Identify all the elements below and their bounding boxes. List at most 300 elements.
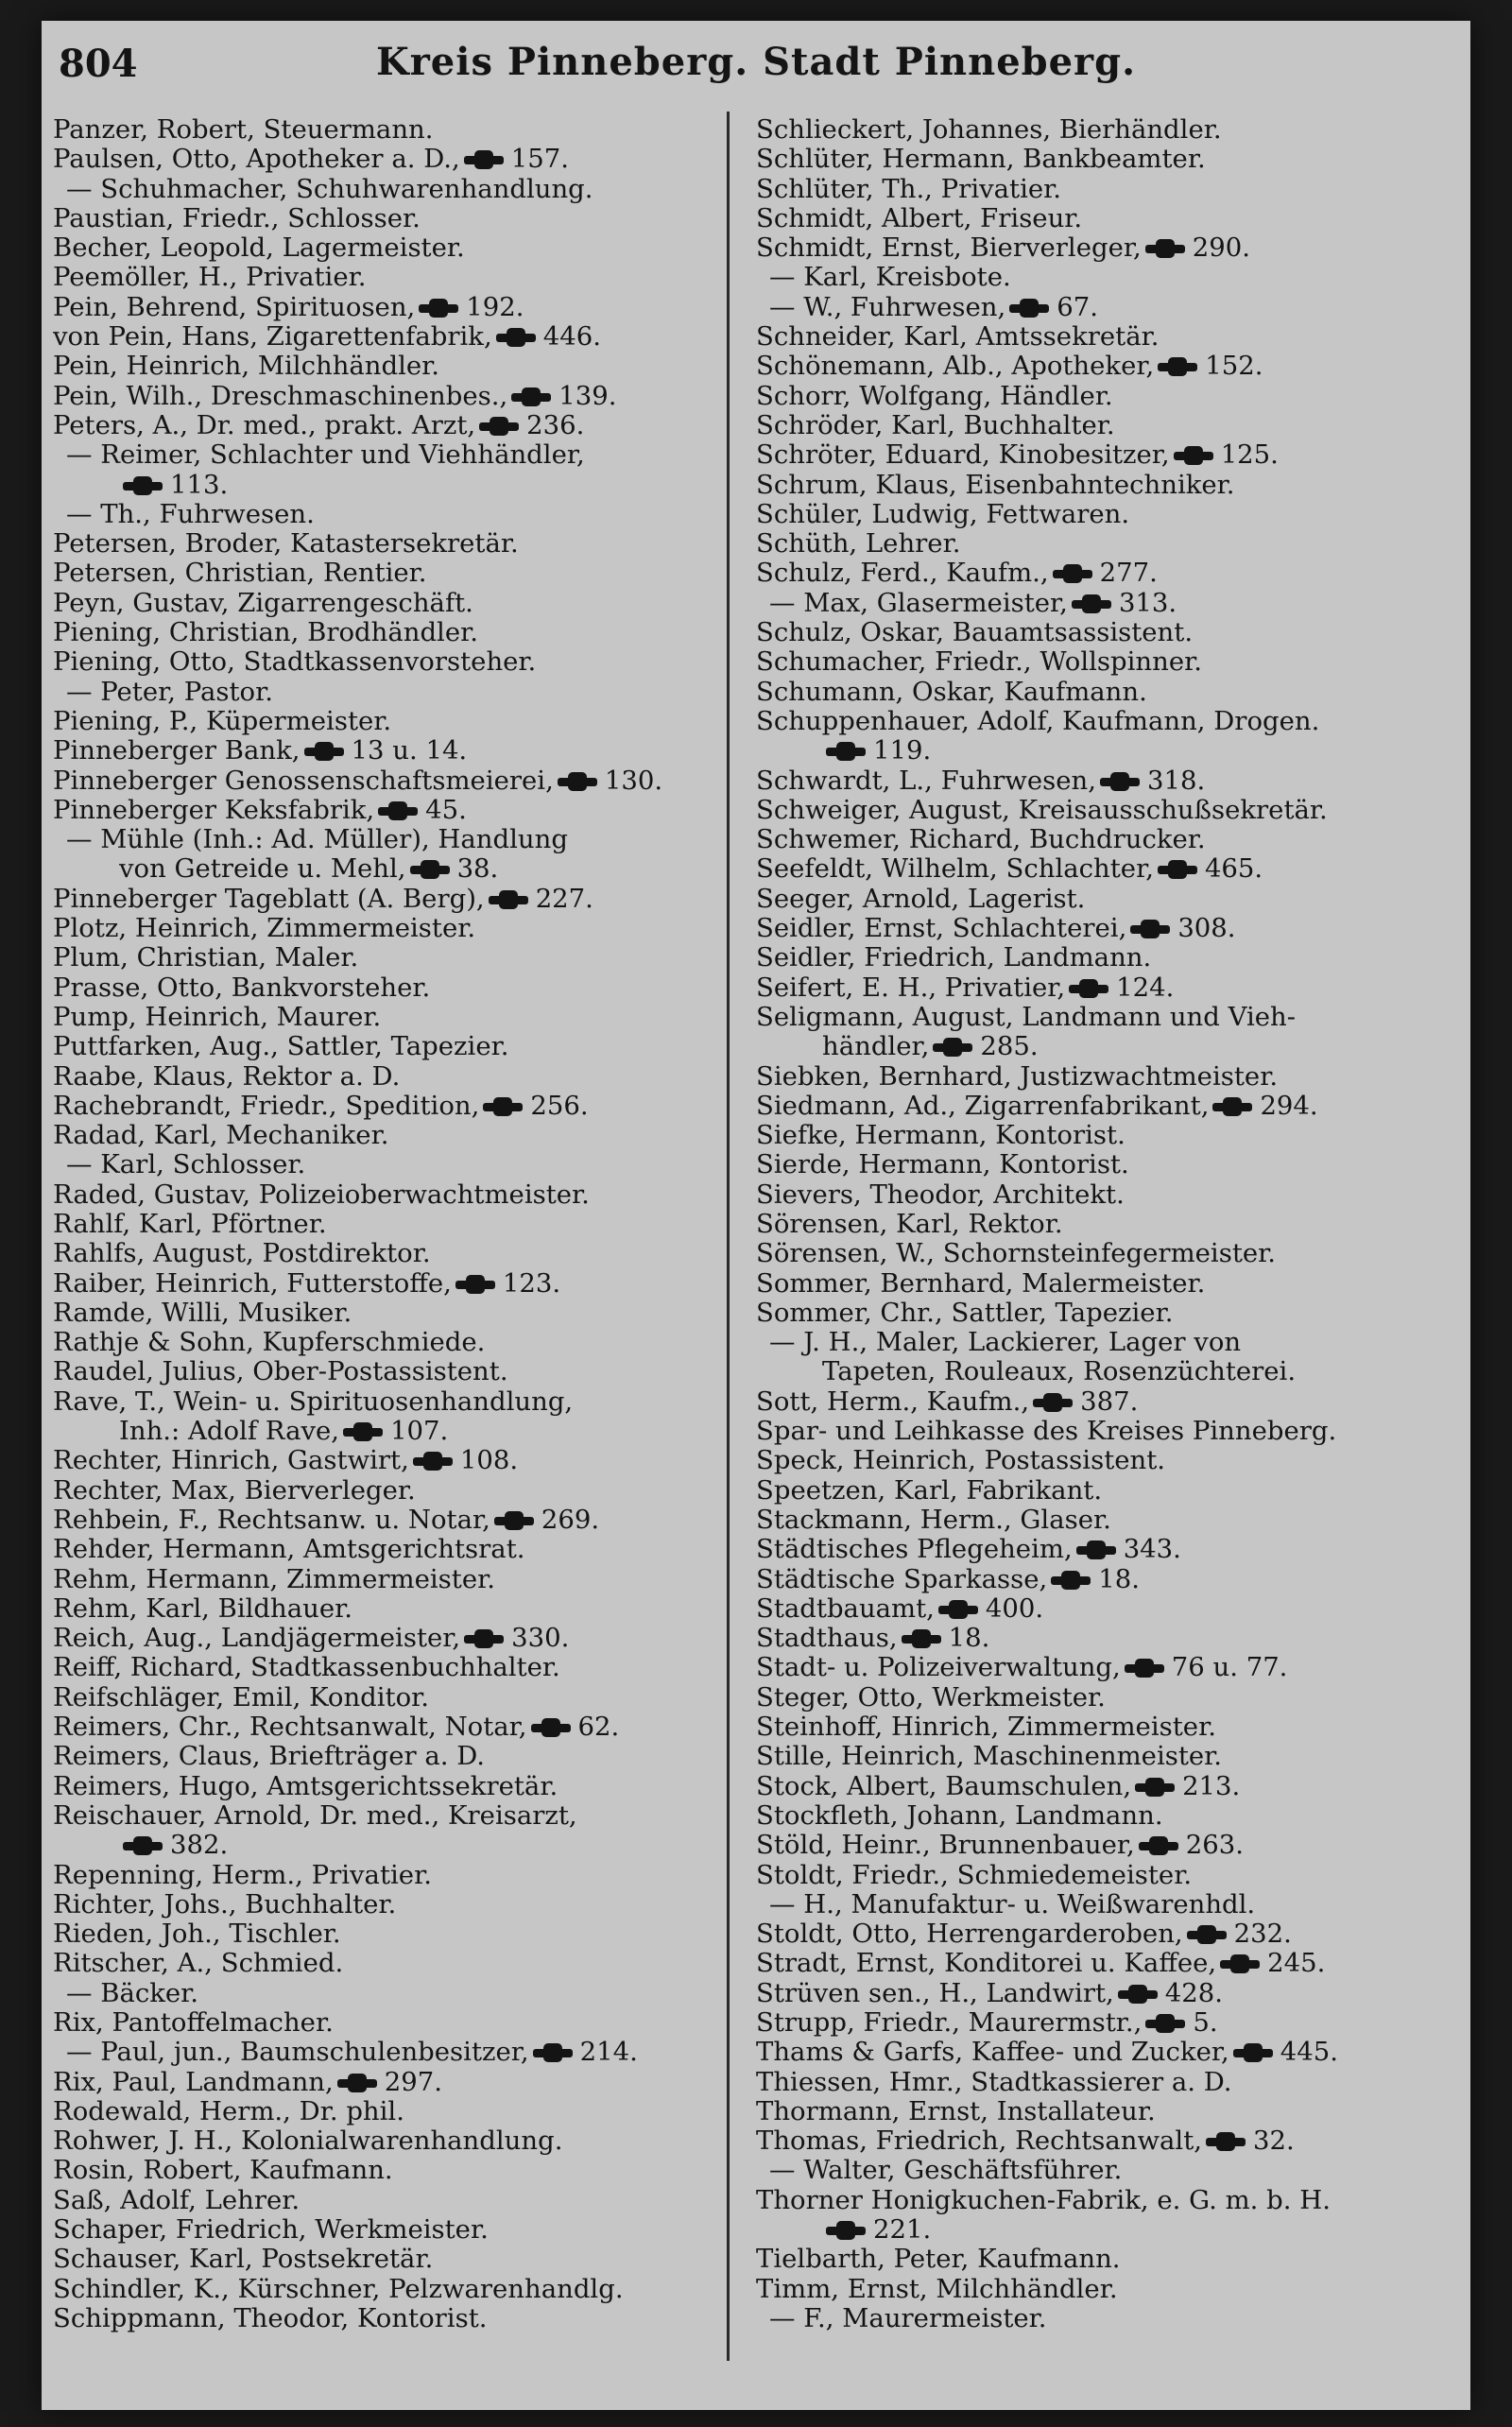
telephone-icon	[938, 1600, 978, 1619]
directory-entry	[756, 766, 1455, 796]
telephone-icon	[933, 1038, 972, 1057]
phone-number: 465.	[1204, 854, 1263, 885]
directory-entry	[53, 1506, 714, 1535]
telephone-icon	[1212, 1097, 1252, 1116]
telephone-icon	[1187, 1925, 1227, 1944]
entry-text: von Pein, Hans, Zigarettenfabrik,	[53, 322, 492, 353]
entry-text: — Karl, Schlosser.	[66, 1150, 306, 1180]
entry-text: Pein, Heinrich, Milchhändler.	[53, 352, 440, 382]
phone-number: 221.	[873, 2215, 932, 2246]
page-title: Kreis Pinneberg. Stadt Pinneberg.	[375, 40, 1137, 84]
telephone-icon	[123, 476, 163, 495]
entry-text: Pein, Behrend, Spirituosen,	[53, 292, 416, 322]
entry-text: Stoldt, Otto, Herrengarderoben,	[756, 1919, 1183, 1950]
phone-number: 245.	[1267, 1949, 1326, 1979]
directory-entry	[756, 1062, 1455, 1092]
directory-entry	[756, 1949, 1455, 1978]
entry-text: Puttfarken, Aug., Sattler, Tapezier.	[53, 1032, 509, 1062]
entry-text: Rahlf, Karl, Pförtner.	[53, 1209, 327, 1239]
directory-entry	[756, 618, 1455, 647]
directory-entry	[53, 1535, 714, 1564]
entry-text: Raudel, Julius, Ober-Postassistent.	[53, 1357, 508, 1387]
directory-entry	[53, 1861, 714, 1890]
directory-entry	[53, 175, 714, 204]
directory-entry	[756, 500, 1455, 529]
entry-text: Rechter, Max, Bierverleger.	[53, 1475, 416, 1506]
entry-text: — Reimer, Schlachter und Viehhändler,	[66, 440, 585, 471]
entry-text: Sommer, Chr., Sattler, Tapezier.	[756, 1298, 1174, 1328]
entry-text: Saß, Adolf, Lehrer.	[53, 2185, 301, 2215]
directory-entry	[756, 352, 1455, 381]
telephone-icon	[483, 1097, 523, 1116]
telephone-icon	[494, 1511, 534, 1530]
directory-entry	[53, 796, 714, 825]
entry-text: Rosin, Robert, Kaufmann.	[53, 2156, 393, 2186]
entry-text: Rieden, Joh., Tischler.	[53, 1919, 341, 1950]
directory-entry	[53, 2304, 714, 2333]
directory-entry	[53, 2097, 714, 2126]
entry-text: Schwardt, L., Fuhrwesen,	[756, 766, 1096, 796]
page-number: 804	[59, 42, 138, 86]
directory-entry	[756, 1535, 1455, 1564]
entry-text: Becher, Leopold, Lagermeister.	[53, 233, 465, 264]
directory-entry	[756, 1979, 1455, 2008]
directory-entry	[756, 1624, 1455, 1653]
directory-entry	[756, 1239, 1455, 1268]
directory-entry	[756, 1446, 1455, 1475]
directory-entry	[53, 471, 714, 500]
entry-text: Schneider, Karl, Amtssekretär.	[756, 322, 1160, 353]
entry-text: — Walter, Geschäftsführer.	[769, 2156, 1123, 2186]
directory-entry	[756, 2126, 1455, 2156]
directory-entry	[53, 1890, 714, 1919]
directory-entry	[756, 736, 1455, 766]
directory-entry	[756, 2097, 1455, 2126]
phone-number: 400.	[985, 1593, 1044, 1624]
entry-text: Paustian, Friedr., Schlosser.	[53, 203, 421, 233]
directory-entry	[53, 1180, 714, 1210]
entry-text: — Mühle (Inh.: Ad. Müller), Handlung	[66, 825, 568, 855]
directory-entry	[53, 943, 714, 973]
directory-entry	[53, 1446, 714, 1475]
telephone-icon	[1139, 1836, 1178, 1855]
directory-entry	[53, 500, 714, 529]
phone-number: 308.	[1177, 914, 1236, 944]
directory-entry	[53, 2156, 714, 2185]
directory-entry	[756, 559, 1455, 588]
directory-entry	[53, 382, 714, 411]
directory-entry	[53, 678, 714, 707]
entry-text: Piening, P., Küpermeister.	[53, 706, 392, 736]
directory-entry	[756, 1003, 1455, 1032]
entry-text: Schröter, Eduard, Kinobesitzer,	[756, 440, 1170, 471]
directory-entry	[756, 293, 1455, 322]
directory-entry	[53, 1328, 714, 1357]
entry-text: — Bäcker.	[66, 1978, 199, 2008]
directory-entry	[53, 589, 714, 618]
entry-text: Schlüter, Hermann, Bankbeamter.	[756, 145, 1206, 175]
entry-text: Schmidt, Albert, Friseur.	[756, 203, 1083, 233]
phone-number: 157.	[510, 145, 569, 175]
telephone-icon	[1125, 1659, 1164, 1678]
entry-text: Stille, Heinrich, Maschinenmeister.	[756, 1742, 1223, 1772]
entry-text: Stradt, Ernst, Konditorei u. Kaffee,	[756, 1949, 1217, 1979]
entry-text: Schlieckert, Johannes, Bierhändler.	[756, 115, 1222, 145]
entry-text: Rathje & Sohn, Kupferschmiede.	[53, 1328, 486, 1358]
entry-text: Rix, Pantoffelmacher.	[53, 2008, 334, 2038]
entry-text: Steinhoff, Hinrich, Zimmermeister.	[756, 1713, 1216, 1743]
directory-entry	[53, 2215, 714, 2245]
phone-number: 45.	[425, 795, 467, 825]
entry-text: Schrum, Klaus, Eisenbahntechniker.	[756, 470, 1235, 500]
directory-entry	[756, 1772, 1455, 1801]
directory-entry	[53, 1387, 714, 1417]
entry-text: Stockfleth, Johann, Landmann.	[756, 1800, 1163, 1831]
entry-text: Schweiger, August, Kreisausschußsekretär.	[756, 795, 1328, 825]
entry-text: Richter, Johs., Buchhalter.	[53, 1889, 397, 1919]
entry-text: Petersen, Christian, Rentier.	[53, 559, 427, 589]
entry-text: Raded, Gustav, Polizeioberwachtmeister.	[53, 1179, 590, 1210]
directory-entry	[756, 2186, 1455, 2215]
entry-text: Siefke, Hermann, Kontorist.	[756, 1121, 1125, 1151]
telephone-icon	[1051, 1571, 1091, 1590]
directory-entry	[53, 1121, 714, 1150]
telephone-icon	[455, 1275, 495, 1294]
telephone-icon	[1072, 594, 1111, 613]
directory-entry	[53, 914, 714, 943]
directory-entry	[53, 2275, 714, 2304]
directory-entry	[53, 559, 714, 588]
entry-text: Seligmann, August, Landmann und Vieh-	[756, 1002, 1297, 1032]
telephone-icon	[1053, 564, 1092, 583]
directory-entry	[53, 1476, 714, 1506]
entry-text: Pein, Wilh., Dreschmaschinenbes.,	[53, 381, 508, 411]
directory-entry	[756, 1890, 1455, 1919]
directory-entry	[756, 796, 1455, 825]
directory-entry	[53, 2186, 714, 2215]
entry-text: Sierde, Hermann, Kontorist.	[756, 1150, 1129, 1180]
page-header	[42, 36, 1470, 102]
directory-entry	[756, 678, 1455, 707]
directory-entry	[756, 2068, 1455, 2097]
entry-text: Schauser, Karl, Postsekretär.	[53, 2245, 434, 2275]
phone-number: 428.	[1164, 1978, 1224, 2008]
phone-number: 13 u. 14.	[351, 736, 468, 766]
phone-number: 113.	[170, 470, 229, 500]
entry-text: Städtisches Pflegeheim,	[756, 1535, 1073, 1565]
telephone-icon	[533, 2043, 573, 2062]
phone-number: 76 u. 77.	[1171, 1653, 1288, 1683]
telephone-icon	[413, 1452, 453, 1471]
entry-text: Reimers, Hugo, Amtsgerichtssekretär.	[53, 1771, 558, 1801]
entry-text: Sott, Herm., Kaufm.,	[756, 1386, 1030, 1417]
phone-number: 123.	[502, 1268, 561, 1299]
telephone-icon	[1206, 2132, 1246, 2151]
phone-number: 38.	[456, 854, 499, 885]
entry-text: Reimers, Claus, Briefträger a. D.	[53, 1742, 486, 1772]
entry-text: Raiber, Heinrich, Futterstoffe,	[53, 1268, 452, 1299]
telephone-icon	[1033, 1393, 1073, 1412]
directory-entry	[756, 2156, 1455, 2185]
entry-text: Petersen, Broder, Katastersekretär.	[53, 529, 519, 559]
entry-text: Rechter, Hinrich, Gastwirt,	[53, 1446, 409, 1476]
entry-text: Stoldt, Friedr., Schmiedemeister.	[756, 1860, 1193, 1890]
entry-text: — J. H., Maler, Lackierer, Lager von	[769, 1328, 1242, 1358]
directory-entry	[756, 1299, 1455, 1328]
telephone-icon	[1233, 2043, 1273, 2062]
telephone-icon	[1069, 979, 1108, 998]
phone-number: 236.	[526, 410, 585, 440]
directory-entry	[53, 1299, 714, 1328]
telephone-icon	[343, 1422, 383, 1441]
entry-text: Thormann, Ernst, Installateur.	[756, 2096, 1156, 2126]
entry-text: — H., Manufaktur- u. Weißwarenhdl.	[769, 1889, 1256, 1919]
phone-number: 313.	[1118, 588, 1177, 618]
telephone-icon	[511, 387, 551, 406]
directory-entry	[756, 1919, 1455, 1949]
directory-entry	[756, 1742, 1455, 1771]
telephone-icon	[1135, 1778, 1175, 1797]
entry-text: Sievers, Theodor, Architekt.	[756, 1179, 1125, 1210]
entry-text: Schorr, Wolfgang, Händler.	[756, 381, 1113, 411]
phone-number: 214.	[579, 2038, 638, 2068]
phone-number: 18.	[1098, 1564, 1140, 1594]
entry-text: — Th., Fuhrwesen.	[66, 499, 315, 529]
telephone-icon	[464, 1629, 504, 1648]
entry-text: Seidler, Ernst, Schlachterei,	[756, 914, 1127, 944]
directory-entry	[756, 204, 1455, 233]
directory-entry	[53, 1653, 714, 1682]
directory-entry	[53, 1949, 714, 1978]
entry-text: Stadt- u. Polizeiverwaltung,	[756, 1653, 1121, 1683]
entry-text: Radad, Karl, Mechaniker.	[53, 1121, 389, 1151]
entry-text: Plotz, Heinrich, Zimmermeister.	[53, 914, 476, 944]
phone-number: 62.	[577, 1713, 620, 1743]
entry-text: — Karl, Kreisbote.	[769, 263, 1011, 293]
directory-entry	[756, 1328, 1455, 1357]
directory-entry	[53, 1062, 714, 1092]
phone-number: 107.	[390, 1417, 449, 1447]
directory-entry	[756, 1150, 1455, 1179]
directory-entry	[53, 233, 714, 263]
directory-entry	[756, 1387, 1455, 1417]
entry-text: Schwemer, Richard, Buchdrucker.	[756, 825, 1206, 855]
directory-entry	[53, 1919, 714, 1949]
entry-text: Strupp, Friedr., Maurermstr.,	[756, 2008, 1143, 2038]
directory-entry	[53, 1831, 714, 1860]
entry-text: Plum, Christian, Maler.	[53, 943, 359, 973]
entry-text: Tielbarth, Peter, Kaufmann.	[756, 2245, 1121, 2275]
entry-text: Stackmann, Herm., Glaser.	[756, 1505, 1111, 1535]
directory-entry	[53, 1032, 714, 1061]
right-column	[756, 115, 1455, 2333]
directory-entry	[756, 1032, 1455, 1061]
entry-text: Speetzen, Karl, Fabrikant.	[756, 1475, 1103, 1506]
directory-entry	[756, 1831, 1455, 1860]
directory-entry	[53, 885, 714, 914]
telephone-icon	[1145, 2014, 1185, 2033]
phone-number: 290.	[1192, 233, 1250, 264]
phone-number: 5.	[1193, 2008, 1218, 2038]
entry-text: Thomas, Friedrich, Rechtsanwalt,	[756, 2126, 1202, 2157]
entry-text: Spar- und Leihkasse des Kreises Pinneberg.	[756, 1417, 1337, 1447]
directory-entry	[756, 854, 1455, 884]
entry-text: von Getreide u. Mehl,	[119, 854, 406, 885]
entry-text: Pinneberger Tageblatt (A. Berg),	[53, 884, 485, 914]
phone-number: 263.	[1185, 1831, 1244, 1861]
entry-text: Prasse, Otto, Bankvorsteher.	[53, 973, 431, 1003]
directory-entry	[756, 2304, 1455, 2333]
entry-text: Pump, Heinrich, Maurer.	[53, 1002, 382, 1032]
telephone-icon	[419, 299, 458, 318]
entry-text: Raabe, Klaus, Rektor a. D.	[53, 1061, 401, 1092]
directory-entry	[756, 2215, 1455, 2245]
directory-entry	[756, 115, 1455, 145]
entry-text: Rehm, Hermann, Zimmermeister.	[53, 1564, 495, 1594]
entry-text: Seifert, E. H., Privatier,	[756, 973, 1066, 1003]
entry-text: Thorner Honigkuchen-Fabrik, e. G. m. b. H.	[756, 2185, 1331, 2215]
telephone-icon	[1130, 920, 1170, 938]
directory-entry	[756, 440, 1455, 470]
entry-text: Timm, Ernst, Milchhändler.	[756, 2274, 1118, 2304]
entry-text: Schröder, Karl, Buchhalter.	[756, 410, 1115, 440]
entry-text: Piening, Christian, Brodhändler.	[53, 618, 478, 648]
entry-text: Pinneberger Genossenschaftsmeierei,	[53, 766, 554, 796]
directory-entry	[756, 2008, 1455, 2038]
entry-text: Rahlfs, August, Postdirektor.	[53, 1239, 431, 1269]
telephone-icon	[1158, 357, 1197, 376]
directory-page	[42, 21, 1470, 2410]
directory-entry	[756, 589, 1455, 618]
entry-text: — W., Fuhrwesen,	[769, 292, 1006, 322]
directory-entry	[53, 1624, 714, 1653]
entry-text: Speck, Heinrich, Postassistent.	[756, 1446, 1166, 1476]
entry-text: Rave, T., Wein- u. Spirituosenhandlung,	[53, 1386, 574, 1417]
telephone-icon	[1076, 1541, 1116, 1559]
directory-entry	[756, 647, 1455, 677]
entry-text: Rohwer, J. H., Kolonialwarenhandlung.	[53, 2126, 563, 2157]
entry-text: Stadthaus,	[756, 1624, 898, 1654]
directory-entry	[53, 1150, 714, 1179]
telephone-icon	[1174, 446, 1213, 465]
phone-number: 318.	[1146, 766, 1206, 796]
directory-entry	[53, 293, 714, 322]
entry-text: Schumacher, Friedr., Wollspinner.	[756, 647, 1202, 678]
directory-entry	[756, 1713, 1455, 1742]
phone-number: 232.	[1233, 1919, 1292, 1950]
directory-entry	[756, 1565, 1455, 1594]
directory-entry	[53, 352, 714, 381]
entry-text: Sörensen, Karl, Rektor.	[756, 1209, 1063, 1239]
directory-entry	[756, 263, 1455, 292]
directory-entry	[53, 2126, 714, 2156]
telephone-icon	[304, 742, 344, 761]
entry-text: Rehm, Karl, Bildhauer.	[53, 1593, 352, 1624]
phone-number: 108.	[459, 1446, 519, 1476]
directory-entry	[53, 854, 714, 884]
entry-text: Pinneberger Keksfabrik,	[53, 795, 375, 825]
left-column	[53, 115, 714, 2333]
telephone-icon	[1220, 1954, 1260, 1973]
entry-text: Stadtbauamt,	[756, 1593, 935, 1624]
directory-entry	[53, 115, 714, 145]
telephone-icon	[1118, 1985, 1158, 2004]
directory-entry	[53, 2068, 714, 2097]
entry-text: Siebken, Bernhard, Justizwachtmeister.	[756, 1061, 1279, 1092]
directory-entry	[756, 1417, 1455, 1446]
telephone-icon	[479, 417, 519, 436]
telephone-icon	[1145, 239, 1185, 258]
directory-entry	[756, 1210, 1455, 1239]
phone-number: 67.	[1057, 292, 1098, 322]
directory-entry	[756, 2275, 1455, 2304]
entry-text: Schulz, Ferd., Kaufm.,	[756, 559, 1049, 589]
phone-number: 227.	[535, 884, 593, 914]
phone-number: 124.	[1116, 973, 1175, 1003]
entry-text: Siedmann, Ad., Zigarrenfabrikant,	[756, 1091, 1210, 1121]
directory-entry	[756, 1861, 1455, 1890]
entry-text: — Max, Glasermeister,	[769, 588, 1068, 618]
phone-number: 152.	[1205, 352, 1263, 382]
entry-text: Schuppenhauer, Adolf, Kaufmann, Drogen.	[756, 706, 1320, 736]
directory-entry	[53, 766, 714, 796]
entry-text: händler,	[822, 1032, 930, 1062]
directory-entry	[53, 2008, 714, 2038]
entry-text: Rodewald, Herm., Dr. phil.	[53, 2096, 404, 2126]
directory-entry	[756, 885, 1455, 914]
entry-text: Schaper, Friedrich, Werkmeister.	[53, 2215, 489, 2246]
phone-number: 256.	[530, 1091, 589, 1121]
directory-entry	[53, 411, 714, 440]
entry-text: Schindler, K., Kürschner, Pelzwarenhandlg.	[53, 2274, 624, 2304]
entry-text: Rehbein, F., Rechtsanw. u. Notar,	[53, 1505, 490, 1535]
entry-text: — Schuhmacher, Schuhwarenhandlung.	[66, 174, 593, 204]
entry-text: Schüth, Lehrer.	[756, 529, 961, 559]
telephone-icon	[410, 860, 450, 879]
directory-entry	[756, 529, 1455, 559]
entry-text: Peemöller, H., Privatier.	[53, 263, 367, 293]
directory-entry	[53, 1713, 714, 1742]
entry-text: Rachebrandt, Friedr., Spedition,	[53, 1091, 480, 1121]
directory-entry	[756, 1683, 1455, 1713]
entry-text: Inh.: Adolf Rave,	[119, 1417, 340, 1447]
directory-entry	[756, 1180, 1455, 1210]
phone-number: 139.	[558, 381, 617, 411]
directory-entry	[53, 1003, 714, 1032]
phone-number: 125.	[1220, 440, 1279, 471]
entry-text: Strüven sen., H., Landwirt,	[756, 1978, 1114, 2008]
entry-text: Steger, Otto, Werkmeister.	[756, 1682, 1106, 1713]
directory-entry	[53, 973, 714, 1003]
phone-number: 446.	[542, 322, 601, 353]
entry-text: Schumann, Oskar, Kaufmann.	[756, 677, 1147, 707]
directory-entry	[53, 1210, 714, 1239]
directory-entry	[53, 1417, 714, 1446]
directory-entry	[756, 1801, 1455, 1831]
directory-entry	[756, 943, 1455, 973]
entry-text: Rix, Paul, Landmann,	[53, 2067, 334, 2097]
entry-text: Thiessen, Hmr., Stadtkassierer a. D.	[756, 2067, 1232, 2097]
directory-entry	[53, 1979, 714, 2008]
entry-text: Panzer, Robert, Steuermann.	[53, 115, 434, 145]
directory-entry	[756, 1121, 1455, 1150]
telephone-icon	[489, 890, 528, 909]
directory-entry	[53, 1239, 714, 1268]
column-divider	[727, 112, 730, 2361]
phone-number: 277.	[1099, 559, 1158, 589]
entry-text: Reich, Aug., Landjägermeister,	[53, 1624, 461, 1654]
directory-entry	[756, 1269, 1455, 1299]
